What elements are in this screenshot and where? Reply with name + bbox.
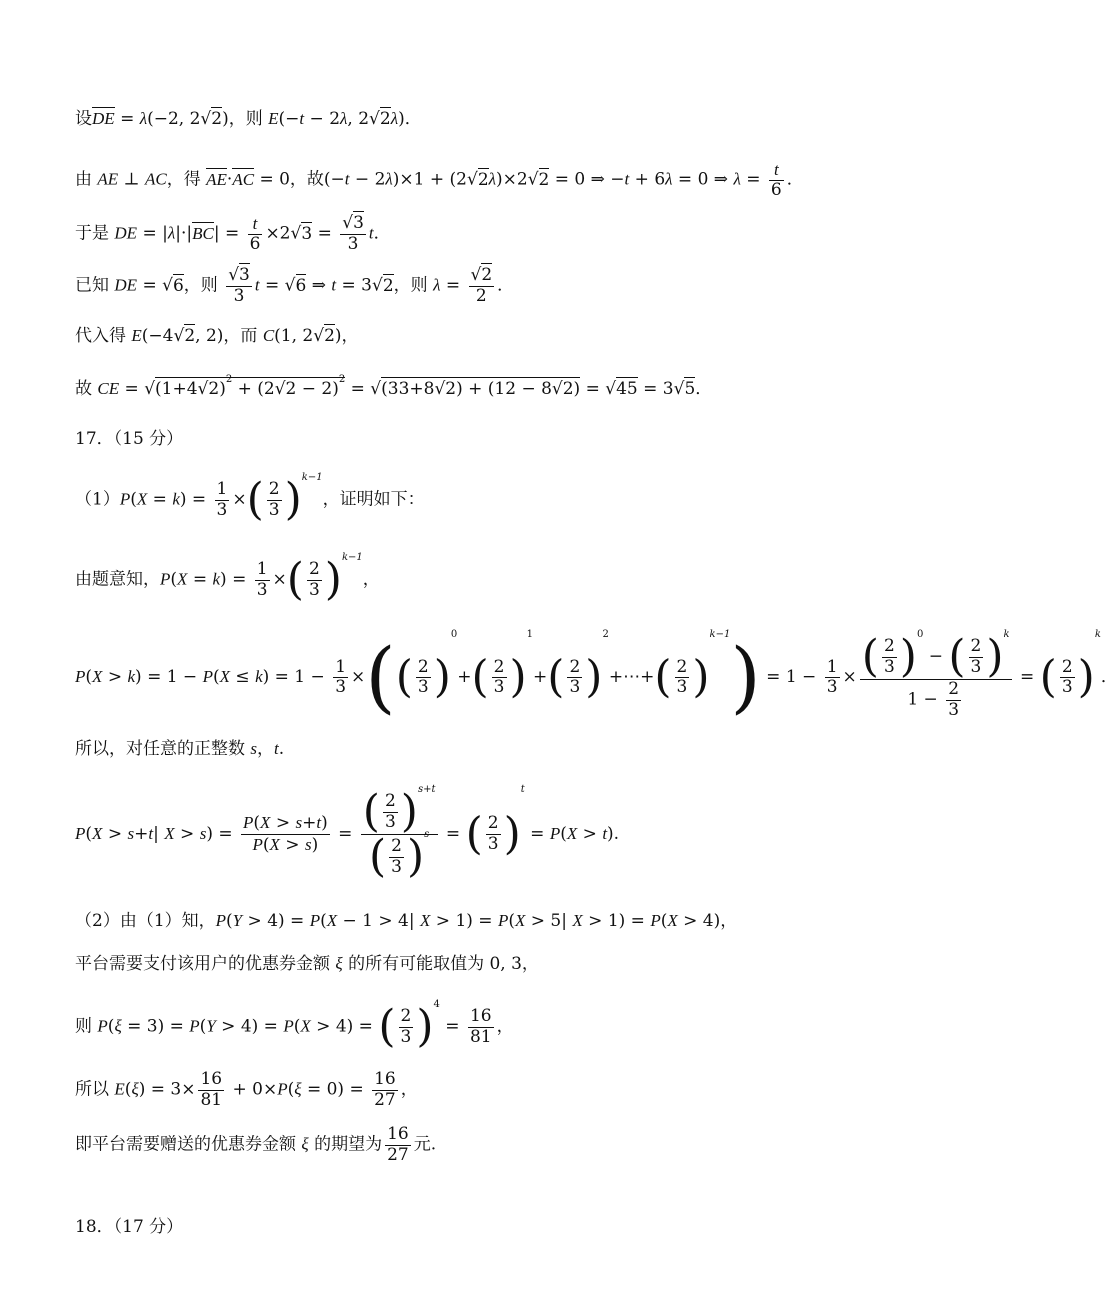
part-1-claim: （1）P(X = k) = $\frac{1}{3}$ ×( $\frac{2}{3}$ )$^{k-1}$，证明如下： (75, 472, 425, 525)
part-2-answer: 即平台需要赠送的优惠券金额 ξ 的期望为 $\frac{16}{27}$ 元. (75, 1124, 437, 1165)
part-1-memoryless: P(X > s+t| X > s) = $\frac{P(X > s+t)}{P(X > s)}$ = ( $\frac{2}{3}$ )$^{s+t}$ ( $\frac{2}{3}$ )$^s$ = ( $\frac{2}{3}$ )$^t$ = P(X > t). (75, 784, 620, 882)
line-3: 于是 DE = |λ|·|BC| = $\frac{t}{6}$ ×2√3 = $\frac{√3}{3}$ t． (75, 213, 391, 254)
part-2-expectation: 所以 E(ξ) = 3× $\frac{16}{81}$ + 0×P(ξ = 0) = $\frac{16}{27}$ ， (75, 1069, 418, 1110)
heading-17: 17．（15 分） (75, 429, 184, 449)
part-1-given: 由题意知，P(X = k) = $\frac{1}{3}$ ×( $\frac{2}{3}$ )$^{k-1}$， (75, 552, 380, 605)
part-1-derivation: P(X > k) = 1 − P(X ≤ k) = 1 − $\frac{1}{3}$ ×(( $\frac{2}{3}$ )$^0$+( $\frac{2}{3}$ )$^1$+( $\frac{2}{3}$ )$^2$+⋯+( $\frac{2}{3}$ )$^{k-1}$) = 1 − $\frac{1}{3}$ × ( $\frac{2}{3}$ )$^0$ − ( $\frac{2}{3}$ )$^k$ 1 − $\frac{2}{3}$ = ( $\frac{2}{3}$ )$^k$． (75, 629, 1118, 723)
part-2-values: 平台需要支付该用户的优惠券金额 ξ 的所有可能取值为 0, 3， (75, 954, 539, 974)
part-2-probability: 则 P(ξ = 3) = P(Y > 4) = P(X > 4) = ( $\frac{2}{3}$ )$^4$ = $\frac{16}{81}$ ， (75, 999, 514, 1052)
line-2: 由 AE ⊥ AC，得 AE·AC = 0，故(−t − 2λ)×1 + (2√2λ)×2√2 = 0 ⇒ −t + 6λ = 0 ⇒ λ = $\frac{t}{6}$ ． (75, 160, 804, 200)
heading-18: 18．（17 分） (75, 1217, 184, 1237)
line-1: 设DE = λ(−2, 2√2)，则 E(−t − 2λ, 2√2λ)． (75, 109, 422, 129)
line-6: 故 CE = $√(1+4√2)^2 + (2√2 - 2)^2 = √(33+8√2) + (12 - 8√2) = √45 = 3√5$． (75, 374, 713, 399)
part-2-relation: （2）由（1）知，P(Y > 4) = P(X − 1 > 4| X > 1) = P(X > 5| X > 1) = P(X > 4)， (75, 911, 738, 931)
part-1-conclusion-intro: 所以，对任意的正整数 s，t. (75, 739, 285, 759)
line-4: 已知 DE = √6，则 $\frac{√3}{3}$ t = √6 ⇒ t = 3√2，则 λ = $\frac{√2}{2}$ ． (75, 265, 515, 306)
line-5: 代入得 E(−4√2, 2)，而 C(1, 2√2)， (75, 326, 359, 346)
